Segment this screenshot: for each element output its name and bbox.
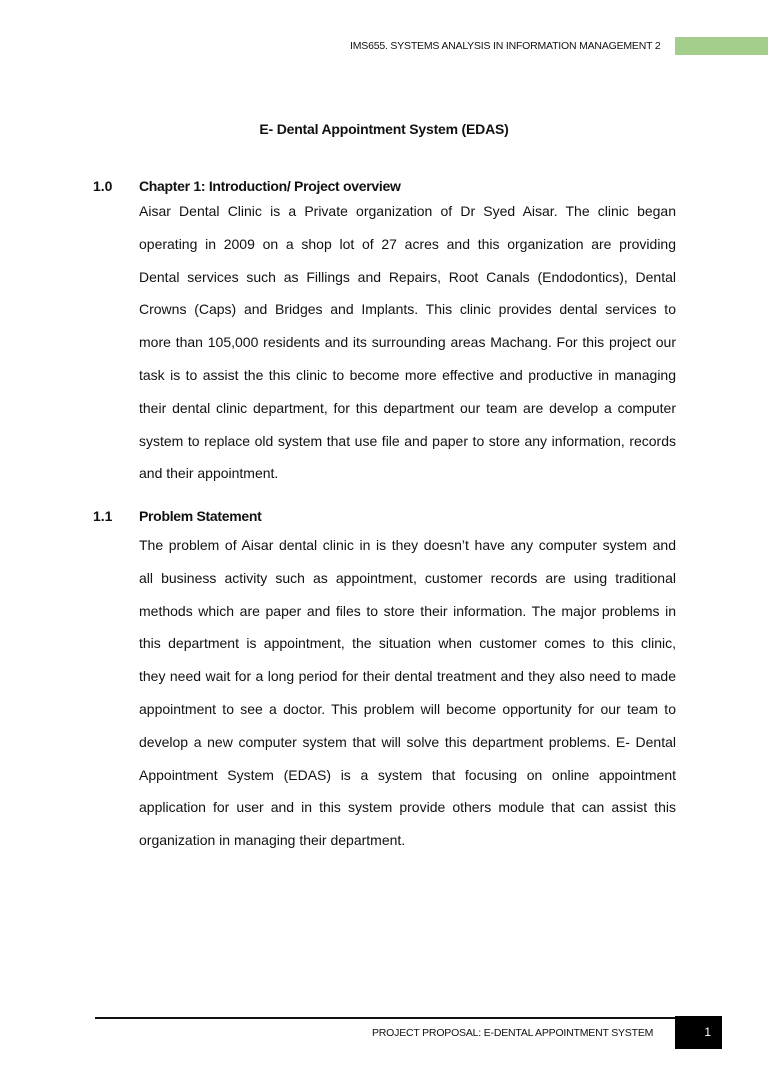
paragraph-line: application for user and in this system provide others module that can assist this bbox=[139, 799, 676, 816]
paragraph-line: organization in managing their department. bbox=[139, 832, 406, 849]
paragraph-line: appointment to see a doctor. This problem will become opportunity for our team to bbox=[139, 700, 676, 717]
document-title: E- Dental Appointment System (EDAS) bbox=[259, 121, 509, 137]
paragraph-line: The problem of Aisar dental clinic in is they doesn’t have any computer system and bbox=[139, 537, 676, 553]
paragraph-line: system to replace old system that use file and paper to store any information, records bbox=[139, 432, 676, 449]
paragraph-line: and their appointment. bbox=[139, 465, 279, 482]
paragraph-line: Appointment System (EDAS) is a system that focusing on online appointment bbox=[139, 766, 676, 783]
section-paragraph bbox=[139, 201, 676, 496]
section-number: 1.0 bbox=[93, 178, 113, 194]
header-course-title: IMS655. SYSTEMS ANALYSIS IN INFORMATION MANAGEMENT 2 bbox=[350, 40, 661, 52]
section-paragraph bbox=[139, 535, 676, 863]
footer-divider bbox=[95, 1017, 675, 1019]
paragraph-line: operating in 2009 on a shop lot of 27 acres and this organization are providing bbox=[139, 235, 676, 252]
paragraph-line: Crowns (Caps) and Bridges and Implants. This clinic provides dental services to bbox=[139, 301, 676, 318]
page-number: 1 bbox=[704, 1025, 711, 1039]
paragraph-line: Dental services such as Fillings and Repairs, Root Canals (Endodontics), Dental bbox=[139, 268, 676, 285]
paragraph-line: Aisar Dental Clinic is a Private organization of Dr Syed Aisar. The clinic began bbox=[139, 203, 676, 219]
footer-project-title: PROJECT PROPOSAL: E-DENTAL APPOINTMENT SYSTEM bbox=[372, 1027, 654, 1039]
header-accent-bar bbox=[675, 37, 768, 55]
section-heading: Problem Statement bbox=[139, 508, 262, 524]
paragraph-line: more than 105,000 residents and its surrounding areas Machang. For this project our bbox=[139, 334, 676, 351]
paragraph-line: this department is appointment, the situation when customer comes to this clinic, bbox=[139, 635, 676, 652]
paragraph-line: task is to assist the this clinic to become more effective and productive in managing bbox=[139, 366, 676, 383]
paragraph-line: all business activity such as appointment, customer records are using traditional bbox=[139, 569, 676, 586]
section-number: 1.1 bbox=[93, 508, 113, 524]
section-heading: Chapter 1: Introduction/ Project overview bbox=[139, 178, 401, 194]
paragraph-line: their dental clinic department, for this department our team are develop a computer bbox=[139, 399, 676, 416]
page-number-badge bbox=[675, 1016, 722, 1049]
paragraph-line: methods which are paper and files to store their information. The major problems in bbox=[139, 602, 676, 619]
paragraph-line: develop a new computer system that will solve this department problems. E- Dental bbox=[139, 733, 676, 750]
paragraph-line: they need wait for a long period for their dental treatment and they also need to made bbox=[139, 668, 676, 685]
